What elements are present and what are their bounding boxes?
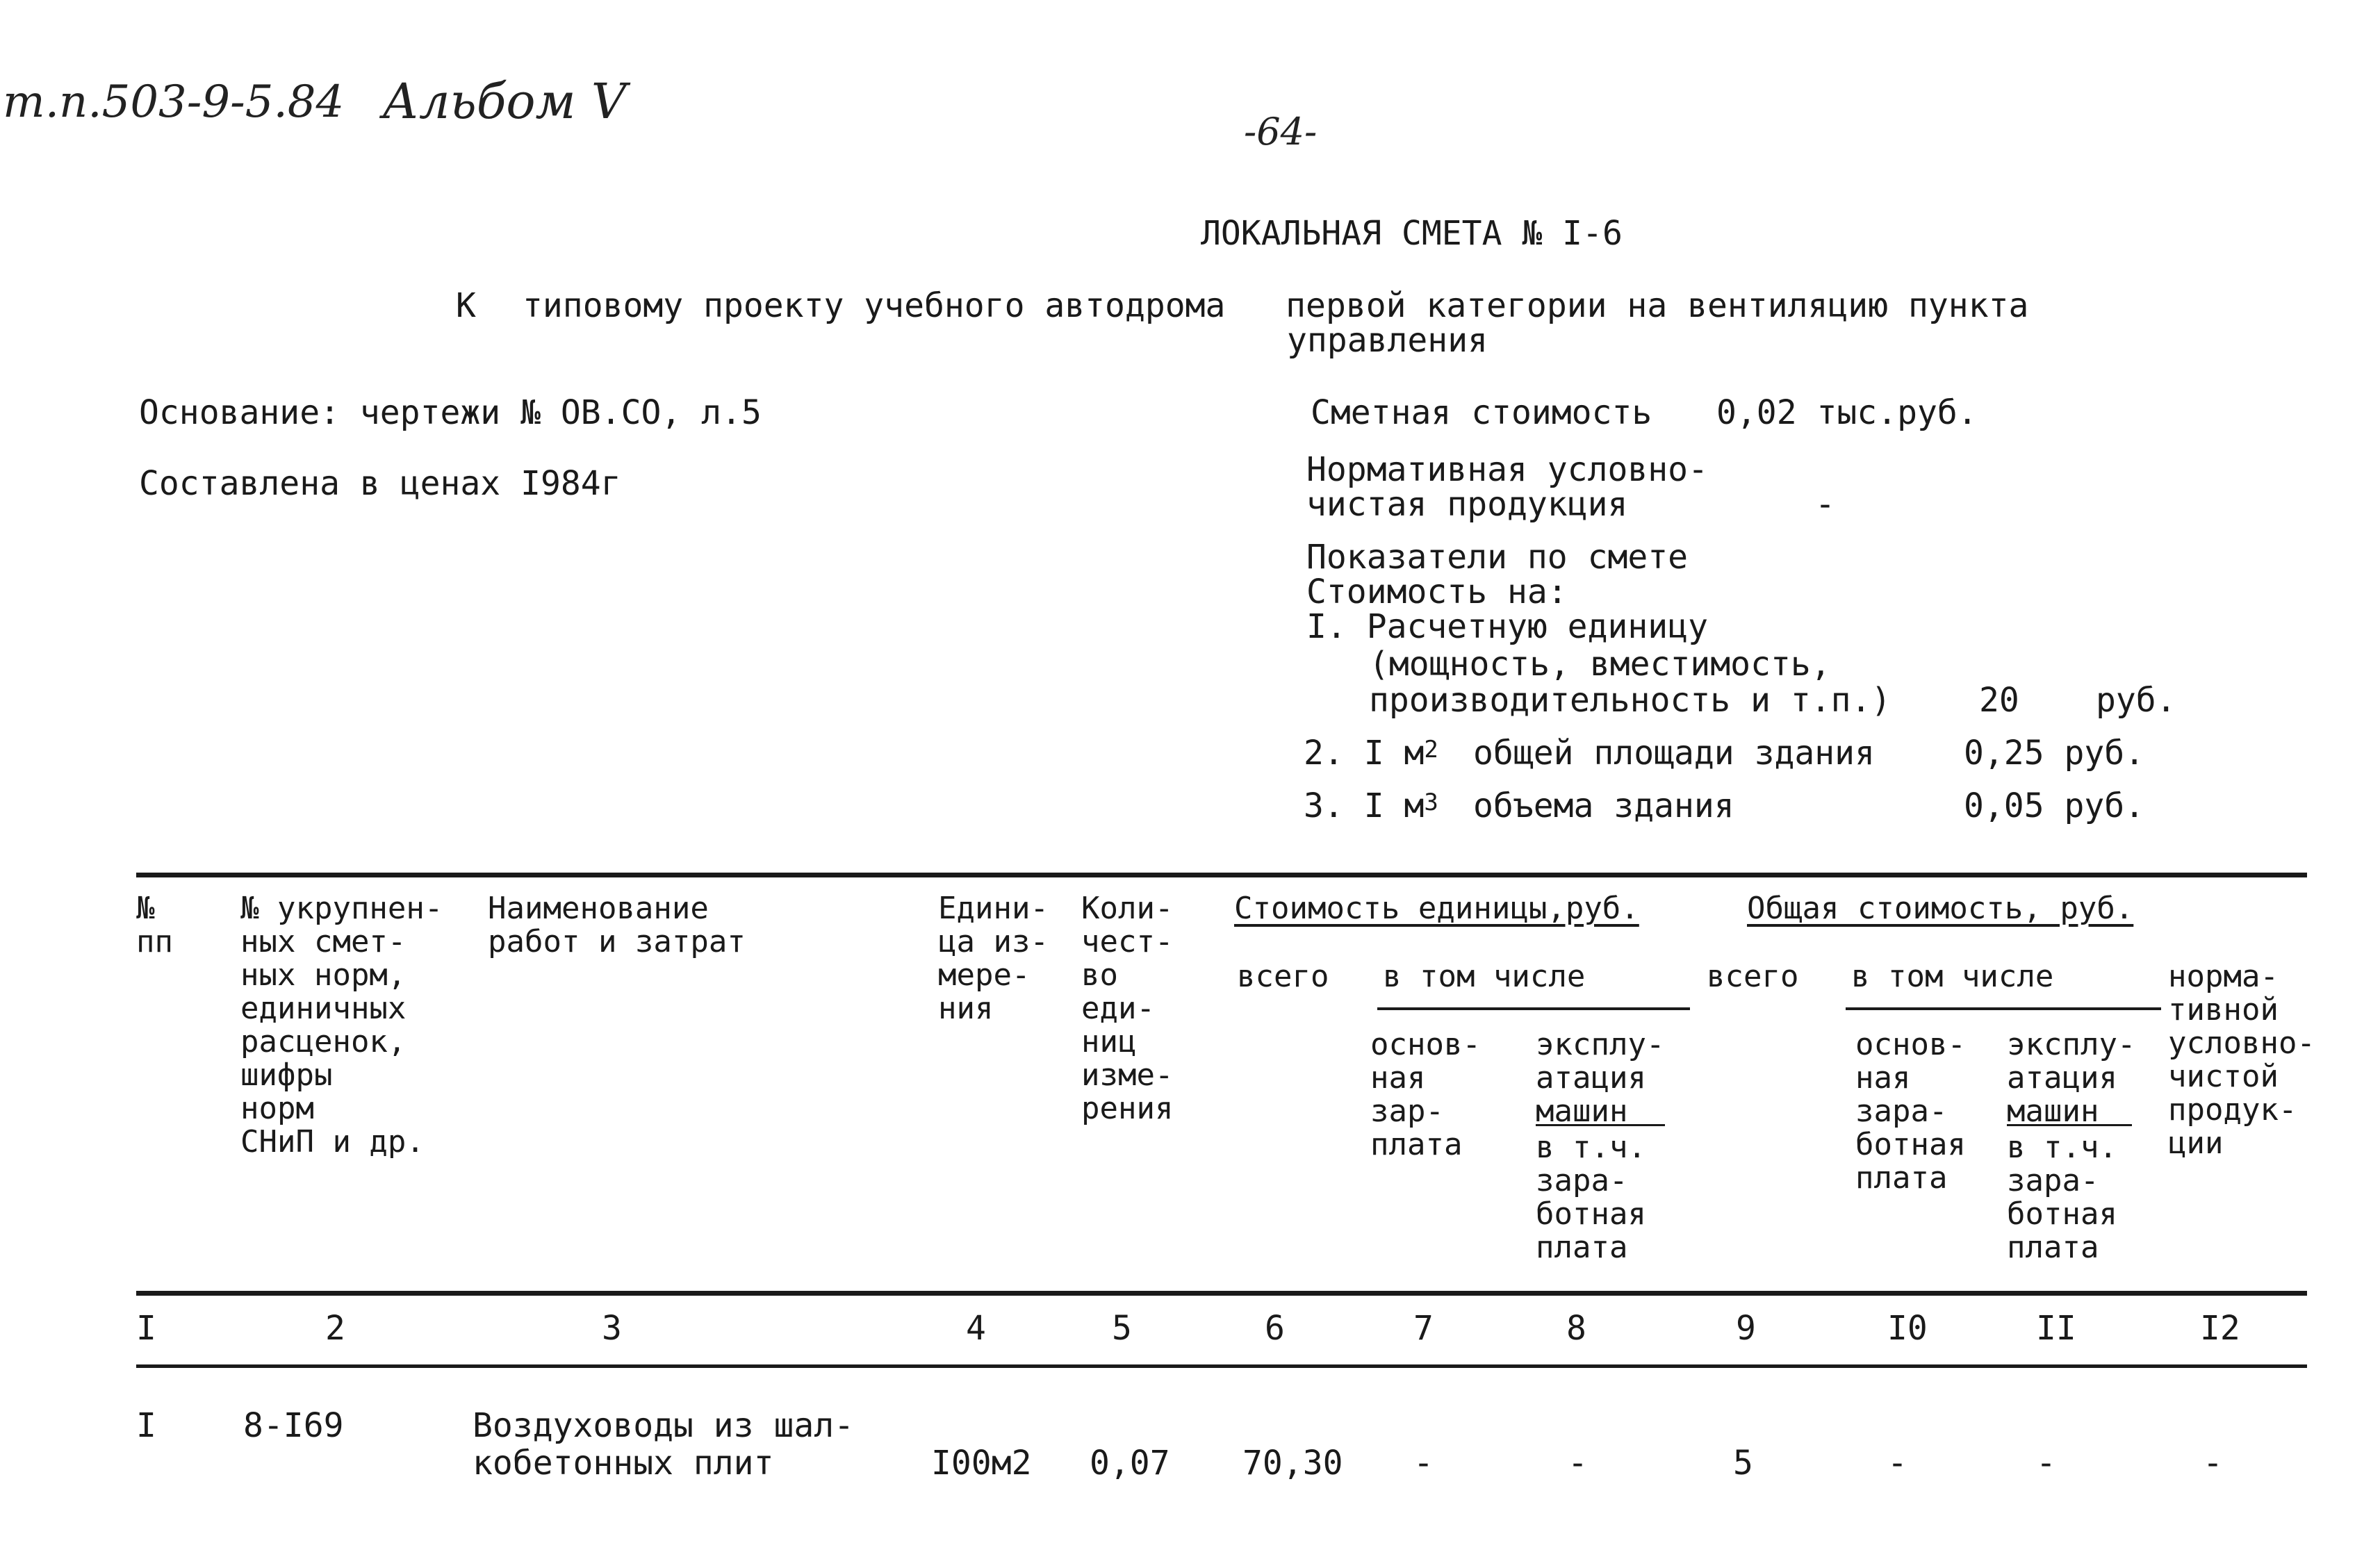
row-qty: 0,07	[1090, 1444, 1170, 1483]
row-unit-machine: -	[1568, 1444, 1588, 1483]
col-number-3: 3	[602, 1309, 622, 1348]
net-production-label-1: Нормативная условно-	[1306, 450, 1708, 489]
col-number-1: I	[136, 1309, 156, 1348]
row-unit: I00м2	[931, 1444, 1032, 1483]
col-number-2: 2	[325, 1309, 345, 1348]
indicator-2-value: 0,25 руб.	[1964, 734, 2145, 773]
handwritten-album: Альбом V	[382, 73, 627, 130]
row-unit-wage: -	[1413, 1444, 1434, 1483]
unit-cost-subrule	[1377, 1007, 1690, 1010]
indicator-3-value: 0,05 руб.	[1964, 786, 2145, 825]
col-number-10: I0	[1887, 1309, 1928, 1348]
col-7-header: основ- ная зар- плата	[1370, 1027, 1481, 1162]
indicator-3-label: объема здания	[1473, 786, 1734, 825]
col-number-7: 7	[1413, 1309, 1434, 1348]
col-2-header: № укрупнен- ных смет- ных норм, единичных расценок, шифры норм СНиП и др.	[240, 891, 443, 1160]
indicator-1-line-2: (мощность, вместимость,	[1369, 645, 1831, 684]
total-cost-group-header: Общая стоимость, руб.	[1747, 891, 2134, 926]
row-name-line-2: кобетонных плит	[473, 1444, 774, 1483]
estimate-title: ЛОКАЛЬНАЯ СМЕТА № I-6	[1201, 214, 1623, 253]
col-12-header: норма- тивной условно- чистой продук- ции	[2168, 959, 2315, 1161]
indicator-3-prefix: 3. I м	[1304, 786, 1425, 825]
col-5-header: Коли- чест- во еди- ниц изме- рения	[1081, 891, 1174, 1126]
table-top-rule	[136, 873, 2307, 877]
col-number-8: 8	[1566, 1309, 1586, 1348]
basis-prices: Составлена в ценах I984г	[139, 464, 621, 503]
indicator-2-label: общей площади здания	[1473, 734, 1875, 773]
basis-drawings: Основание: чертежи № ОВ.СО, л.5	[139, 393, 762, 432]
row-total-wage: -	[1887, 1444, 1907, 1483]
subtitle-line-1: типовому проекту учебного автодрома первой категории на вентиляцию пункта	[523, 286, 2029, 325]
indicator-2	[1304, 735, 1438, 775]
subtitle-line-2: управления	[1287, 321, 1488, 360]
subtitle-prefix: К	[456, 286, 476, 325]
row-name-line-1: Воздуховоды из шал-	[473, 1406, 855, 1445]
col-8-header-bottom: в т.ч. зара- ботная плата	[1536, 1130, 1646, 1265]
unit-cost-group-header: Стоимость единицы,руб.	[1234, 891, 1639, 926]
col-6-header: всего	[1237, 959, 1329, 994]
indicator-1-unit: руб.	[2096, 681, 2176, 720]
col-3-header: Наименование работ и затрат	[488, 891, 746, 959]
indicator-2-sup: 2	[1424, 736, 1438, 764]
col-11-header-top: эксплу- атация машин	[2007, 1027, 2136, 1129]
row-total: 5	[1733, 1444, 1753, 1483]
col-number-5: 5	[1112, 1309, 1132, 1348]
indicator-2-prefix: 2. I м	[1304, 734, 1425, 773]
col-number-9: 9	[1736, 1309, 1756, 1348]
col-9-header: всего	[1707, 959, 1799, 994]
col-8-header-top: эксплу- атация машин	[1536, 1027, 1665, 1129]
estimated-cost-label: Сметная стоимость	[1311, 393, 1652, 432]
row-total-machine: -	[2036, 1444, 2056, 1483]
col-1-header: № пп	[136, 891, 173, 959]
row-num: I	[136, 1406, 156, 1445]
unit-incl-header: в том числе	[1383, 959, 1586, 994]
row-unit-total: 70,30	[1242, 1444, 1343, 1483]
net-production-value: -	[1815, 485, 1835, 524]
col-number-12: I2	[2200, 1309, 2240, 1348]
net-production-label-2: чистая продукция	[1306, 485, 1628, 524]
column-numbers-rule	[136, 1364, 2307, 1368]
total-cost-subrule	[1846, 1007, 2161, 1010]
col-number-4: 4	[966, 1309, 986, 1348]
col-4-header: Едини- ца из- мере- ния	[938, 891, 1049, 1026]
col-number-11: II	[2036, 1309, 2076, 1348]
col-10-header: основ- ная зара- ботная плата	[1855, 1027, 1966, 1196]
cost-on-label: Стоимость на:	[1306, 572, 1568, 611]
indicator-3	[1304, 788, 1438, 827]
header-bottom-rule	[136, 1291, 2307, 1296]
indicator-3-sup: 3	[1424, 789, 1438, 816]
col-11-header-bottom: в т.ч. зара- ботная плата	[2007, 1130, 2117, 1265]
row-code: 8-I69	[243, 1406, 344, 1445]
page-number: -64-	[1244, 110, 1318, 154]
indicator-1-line-3: производительность и т.п.)	[1369, 681, 1891, 720]
indicator-1-value: 20	[1979, 681, 2019, 720]
col-number-6: 6	[1265, 1309, 1285, 1348]
row-net-prod: -	[2203, 1444, 2223, 1483]
total-incl-header: в том числе	[1851, 959, 2054, 994]
estimated-cost-value: 0,02 тыс.руб.	[1716, 393, 1978, 432]
indicator-1-line-1: I. Расчетную единицу	[1306, 607, 1708, 646]
handwritten-project-code: т.п.503-9-5.84	[3, 76, 345, 128]
indicators-title: Показатели по смете	[1306, 538, 1689, 577]
